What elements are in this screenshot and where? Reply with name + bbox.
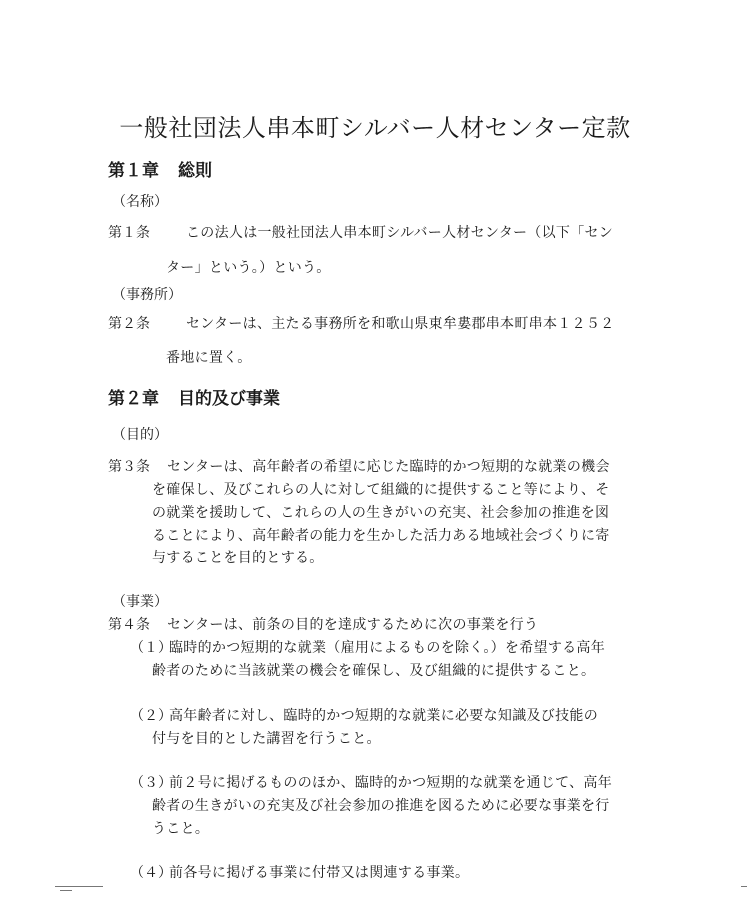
item-text-line: 前２号に掲げるもののほか、臨時的かつ短期的な就業を通じて、高年: [169, 775, 613, 791]
item-text-line: 高年齢者に対し、臨時的かつ短期的な就業に必要な知識及び技能の: [169, 708, 598, 724]
item-text-line: 齢者の生きがいの充実及び社会参加の推進を図るために必要な事業を行: [152, 798, 610, 814]
article-text-line: 番地に置く。: [166, 350, 252, 366]
article-caption: （事務所）: [112, 287, 182, 303]
item-number: （２）: [130, 708, 172, 724]
article-text-line: を確保し、及びこれらの人に対して組織的に提供すること等により、そ: [152, 482, 610, 498]
article-text-line: この法人は一般社団法人串本町シルバー人材センター（以下「セン: [186, 225, 614, 241]
article-text-line: センターは、高年齢者の希望に応じた臨時的かつ短期的な就業の機会: [167, 459, 610, 475]
chapter-name: 目的及び事業: [178, 389, 280, 409]
scan-mark: [60, 890, 72, 891]
chapter-number: 第２章: [108, 389, 159, 409]
chapter-number: 第１章: [108, 161, 159, 181]
article-text-line: センターは、前条の目的を達成するために次の事業を行う: [167, 617, 539, 633]
article-text-line: センターは、主たる事務所を和歌山県東牟婁郡串本町串本１２５２: [186, 316, 615, 332]
article-text-line: ター」という。）という。: [166, 260, 331, 276]
item-number: （４）: [130, 865, 172, 881]
article-label: 第１条: [108, 225, 150, 241]
item-text-line: 齢者のために当該就業の機会を確保し、及び組織的に提供すること。: [152, 663, 596, 679]
article-caption: （事業）: [112, 594, 168, 610]
article-label: 第３条: [108, 459, 150, 475]
item-text-line: 付与を目的とした講習を行うこと。: [152, 731, 381, 747]
article-text-line: ることにより、高年齢者の能力を生かした活力ある地域社会づくりに寄: [152, 528, 610, 544]
item-text-line: 臨時的かつ短期的な就業（雇用によるものを除く。）を希望する高年: [169, 640, 606, 656]
document-title: 一般社団法人串本町シルバー人材センター定款: [119, 114, 631, 142]
article-label: 第２条: [108, 316, 150, 332]
article-caption: （目的）: [112, 427, 168, 443]
item-text-line: うこと。: [152, 821, 210, 837]
item-number: （１）: [130, 640, 172, 656]
chapter-heading: [108, 156, 212, 181]
article-caption: （名称）: [112, 194, 168, 210]
chapter-name: 総則: [178, 161, 212, 181]
scan-mark: [741, 886, 747, 887]
chapter-heading: [108, 384, 280, 409]
item-text-line: 前各号に掲げる事業に付帯又は関連する事業。: [169, 865, 470, 881]
scan-mark: [55, 886, 103, 887]
item-number: （３）: [130, 775, 172, 791]
article-text-line: 与することを目的とする。: [152, 550, 324, 566]
article-text-line: の就業を援助して、これらの人の生きがいの充実、社会参加の推進を図: [152, 505, 610, 521]
article-label: 第４条: [108, 617, 150, 633]
